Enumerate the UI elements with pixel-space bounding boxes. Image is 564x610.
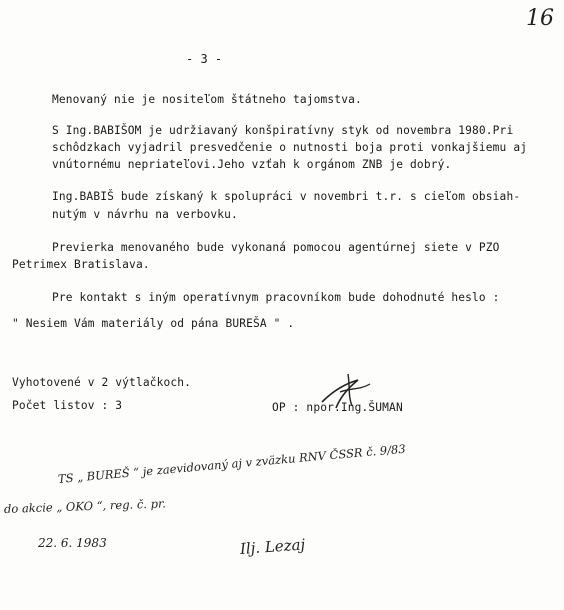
text-line-password: Pre kontakt s iným operatívnym pracovníkom bude dohodnuté heslo : bbox=[52, 291, 500, 304]
page-corner-number: 16 bbox=[526, 6, 554, 31]
text-line-recruitment: Ing.BABIŠ bude získaný k spolupráci v novembri t.r. s cieľom obsiah- bbox=[52, 190, 521, 203]
text-line-recruitment-cont: nutým v návrhu na verbovku. bbox=[52, 208, 238, 221]
handwritten-signature: Ilj. Lezaj bbox=[239, 535, 306, 558]
text-line-copies: Vyhotovené v 2 výtlačkoch. bbox=[12, 376, 192, 389]
text-line-vetting: Previerka menovaného bude vykonaná pomocou agentúrnej siete v PZO bbox=[52, 241, 500, 254]
text-line-vetting-cont: Petrimex Bratislava. bbox=[12, 258, 150, 271]
officer-signature-mark bbox=[318, 370, 378, 412]
text-line-not-secret-holder: Menovaný nie je nositeľom štátneho tajomstva. bbox=[52, 93, 362, 106]
text-line-password-phrase: " Nesiem Vám materiály od pána BUREŠA " . bbox=[12, 317, 295, 330]
handwritten-note-line-1: TS „ BUREŠ “ je zaevidovaný aj v zväzku RNV ČSSR č. 9/83 bbox=[57, 441, 407, 486]
text-line-officer: OP : npor.Ing.ŠUMAN bbox=[272, 401, 403, 414]
text-line-contact-start: S Ing.BABIŠOM je udržiavaný konšpiratívny styk od novembra 1980.Pri bbox=[52, 124, 514, 137]
handwritten-note-line-2: do akcie „ OKO “, reg. č. pr. bbox=[3, 496, 167, 516]
text-line-meetings: schôdzkach vyjadril presvedčenie o nutnosti boja proti vonkajšiemu aj bbox=[52, 141, 528, 154]
text-line-sheet-count: Počet listov : 3 bbox=[12, 399, 123, 412]
handwritten-date: 22. 6. 1983 bbox=[38, 536, 107, 550]
page-number: - 3 - bbox=[186, 52, 223, 66]
text-line-relationship: vnútornému nepriateľovi.Jeho vzťah k orgánom ZNB je dobrý. bbox=[52, 158, 452, 171]
